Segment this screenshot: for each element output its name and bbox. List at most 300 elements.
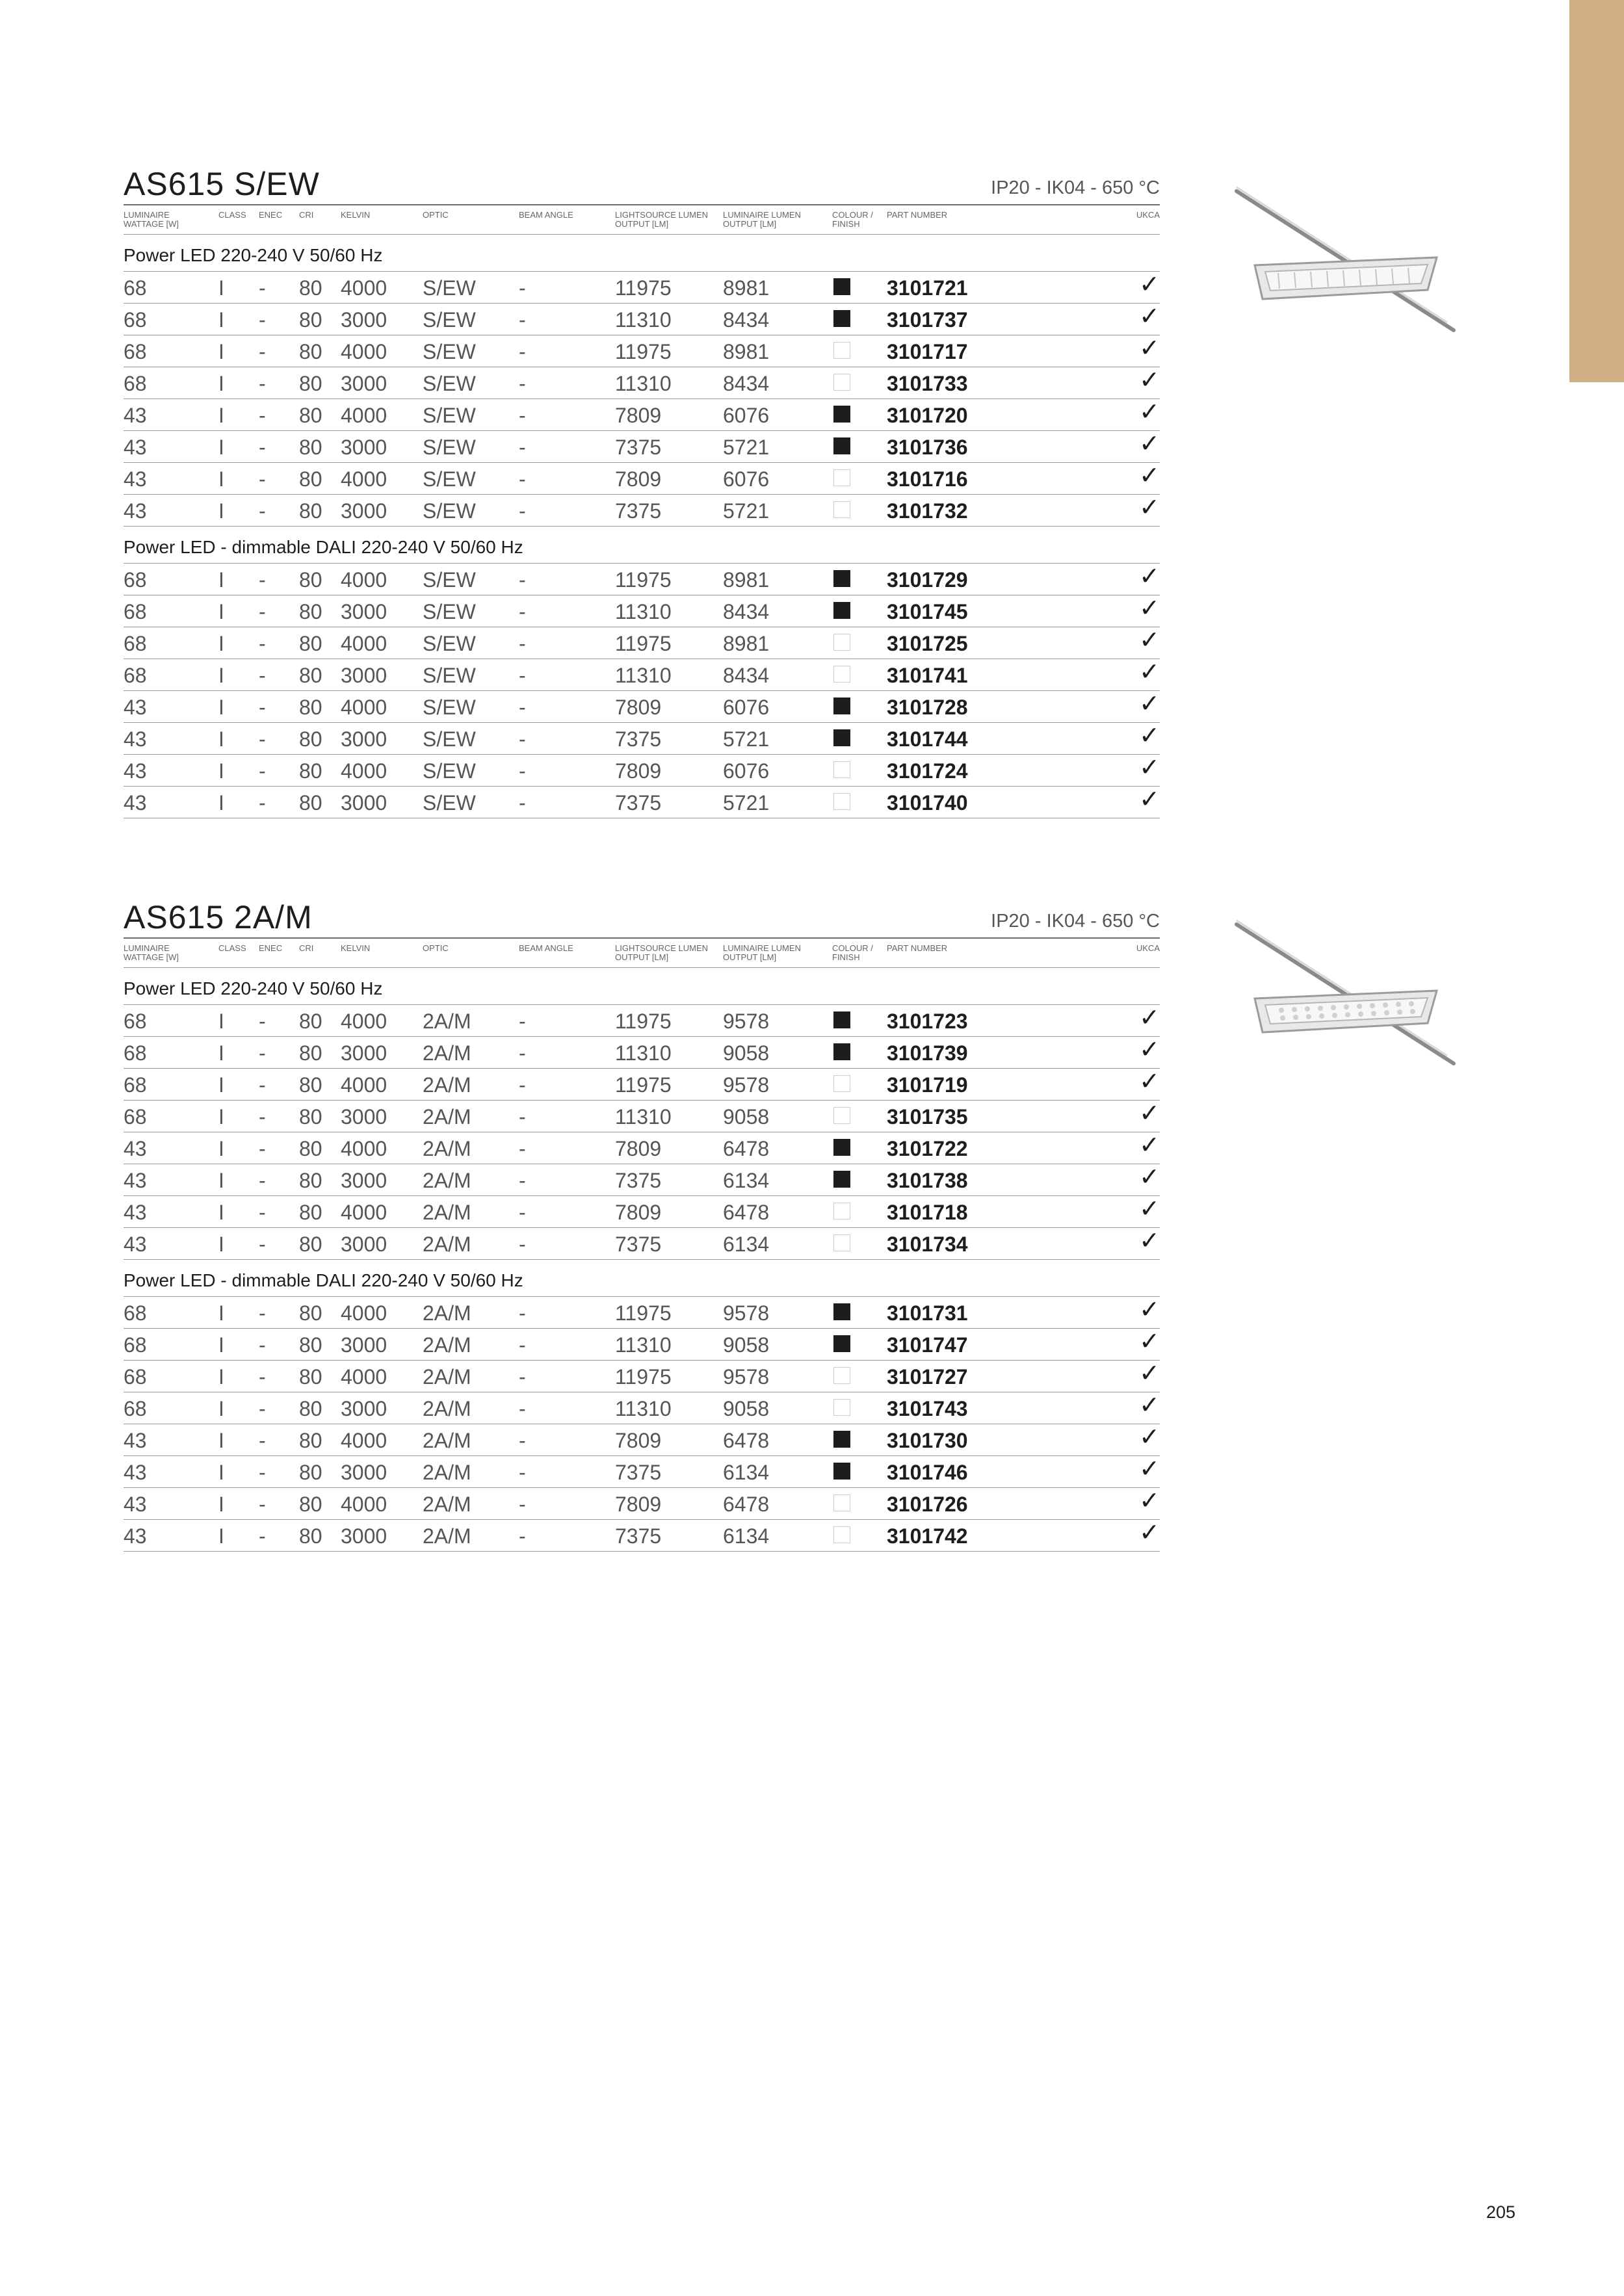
column-header: KELVIN (341, 210, 371, 220)
table-header (124, 939, 1160, 968)
cri-cell: 80 (299, 1233, 322, 1256)
column-header: LIGHTSOURCE LUMEN OUTPUT [LM] (615, 943, 709, 962)
finish-swatch-black (833, 698, 850, 714)
beam-angle-cell: - (519, 1233, 526, 1256)
finish-swatch-black (833, 602, 850, 619)
lightsource-lumen-cell: 7375 (615, 791, 662, 815)
ukca-check-icon: ✓ (1139, 462, 1160, 489)
kelvin-cell: 3000 (341, 1397, 387, 1420)
luminaire-lumen-cell: 5721 (723, 791, 770, 815)
optic-cell: S/EW (423, 632, 476, 655)
wattage-cell: 43 (124, 1201, 147, 1224)
part-number: 3101747 (887, 1333, 968, 1357)
column-header: LUMINAIRE LUMEN OUTPUT [LM] (723, 943, 801, 962)
enec-cell: - (259, 1073, 266, 1097)
class-cell: I (218, 1333, 224, 1357)
cri-cell: 80 (299, 1301, 322, 1325)
class-cell: I (218, 1137, 224, 1160)
cri-cell: 80 (299, 632, 322, 655)
wattage-cell: 68 (124, 568, 147, 592)
wattage-cell: 68 (124, 340, 147, 363)
optic-cell: S/EW (423, 467, 476, 491)
lightsource-lumen-cell: 7809 (615, 404, 662, 427)
optic-cell: S/EW (423, 600, 476, 623)
column-header: LUMINAIRE WATTAGE [W] (124, 943, 179, 962)
enec-cell: - (259, 499, 266, 523)
section-title: AS615 S/EW (124, 166, 320, 202)
luminaire-lumen-cell: 8981 (723, 276, 770, 300)
finish-swatch-white (833, 1203, 850, 1220)
optic-cell: 2A/M (423, 1461, 471, 1484)
table-row (124, 1488, 1160, 1520)
luminaire-lumen-cell: 6478 (723, 1493, 770, 1516)
enec-cell: - (259, 372, 266, 395)
enec-cell: - (259, 664, 266, 687)
lightsource-lumen-cell: 11310 (615, 372, 672, 395)
cri-cell: 80 (299, 1461, 322, 1484)
page-tab-accent (1569, 0, 1624, 382)
luminaire-lumen-cell: 9058 (723, 1333, 770, 1357)
optic-cell: S/EW (423, 727, 476, 751)
part-number: 3101739 (887, 1041, 968, 1065)
finish-swatch-black (833, 406, 850, 423)
enec-cell: - (259, 1333, 266, 1357)
part-number: 3101721 (887, 276, 968, 300)
lightsource-lumen-cell: 7809 (615, 759, 662, 783)
kelvin-cell: 3000 (341, 1169, 387, 1192)
wattage-cell: 43 (124, 467, 147, 491)
cri-cell: 80 (299, 791, 322, 815)
ukca-check-icon: ✓ (1139, 1132, 1160, 1159)
ukca-check-icon: ✓ (1139, 1519, 1160, 1546)
class-cell: I (218, 499, 224, 523)
table-row (124, 723, 1160, 755)
optic-cell: 2A/M (423, 1397, 471, 1420)
optic-cell: 2A/M (423, 1524, 471, 1548)
wattage-cell: 43 (124, 1493, 147, 1516)
part-number: 3101738 (887, 1169, 968, 1192)
lightsource-lumen-cell: 11975 (615, 632, 672, 655)
beam-angle-cell: - (519, 404, 526, 427)
product-section-as615-sew (124, 168, 1160, 818)
kelvin-cell: 4000 (341, 759, 387, 783)
optic-cell: S/EW (423, 404, 476, 427)
finish-swatch-black (833, 570, 850, 587)
beam-angle-cell: - (519, 1524, 526, 1548)
finish-swatch-black (833, 1043, 850, 1060)
table-row (124, 399, 1160, 431)
kelvin-cell: 4000 (341, 1010, 387, 1033)
luminaire-product-image-1 (1233, 179, 1460, 342)
wattage-cell: 43 (124, 436, 147, 459)
cri-cell: 80 (299, 340, 322, 363)
wattage-cell: 68 (124, 1333, 147, 1357)
wattage-cell: 68 (124, 372, 147, 395)
luminaire-product-image-2 (1233, 913, 1460, 1075)
table-row (124, 1520, 1160, 1552)
class-cell: I (218, 1233, 224, 1256)
luminaire-lumen-cell: 6134 (723, 1461, 770, 1484)
optic-cell: 2A/M (423, 1301, 471, 1325)
optic-cell: 2A/M (423, 1137, 471, 1160)
cri-cell: 80 (299, 1429, 322, 1452)
cri-cell: 80 (299, 308, 322, 332)
optic-cell: S/EW (423, 372, 476, 395)
optic-cell: S/EW (423, 759, 476, 783)
optic-cell: 2A/M (423, 1010, 471, 1033)
finish-swatch-white (833, 1107, 850, 1124)
beam-angle-cell: - (519, 308, 526, 332)
ukca-check-icon: ✓ (1139, 367, 1160, 394)
part-number: 3101729 (887, 568, 968, 592)
optic-cell: S/EW (423, 568, 476, 592)
optic-cell: 2A/M (423, 1041, 471, 1065)
optic-cell: 2A/M (423, 1493, 471, 1516)
table-row (124, 595, 1160, 627)
kelvin-cell: 4000 (341, 1137, 387, 1160)
enec-cell: - (259, 1137, 266, 1160)
lightsource-lumen-cell: 11310 (615, 664, 672, 687)
class-cell: I (218, 1524, 224, 1548)
enec-cell: - (259, 1461, 266, 1484)
lightsource-lumen-cell: 7375 (615, 499, 662, 523)
beam-angle-cell: - (519, 600, 526, 623)
cri-cell: 80 (299, 1397, 322, 1420)
cri-cell: 80 (299, 1041, 322, 1065)
wattage-cell: 43 (124, 727, 147, 751)
lightsource-lumen-cell: 11975 (615, 568, 672, 592)
part-number: 3101722 (887, 1137, 968, 1160)
page-number: 205 (1486, 2202, 1516, 2222)
enec-cell: - (259, 467, 266, 491)
column-header: BEAM ANGLE (519, 943, 573, 953)
lightsource-lumen-cell: 7809 (615, 467, 662, 491)
finish-swatch-black (833, 310, 850, 327)
lightsource-lumen-cell: 7809 (615, 1201, 662, 1224)
column-header: UKCA (1136, 943, 1160, 953)
group-heading (124, 527, 1160, 564)
ukca-check-icon: ✓ (1139, 1487, 1160, 1515)
table-row (124, 691, 1160, 723)
column-header: PART NUMBER (887, 210, 948, 220)
class-cell: I (218, 632, 224, 655)
class-cell: I (218, 664, 224, 687)
wattage-cell: 43 (124, 1461, 147, 1484)
part-number: 3101719 (887, 1073, 968, 1097)
optic-cell: 2A/M (423, 1169, 471, 1192)
finish-swatch-black (833, 1463, 850, 1480)
table-row (124, 1132, 1160, 1164)
cri-cell: 80 (299, 1524, 322, 1548)
optic-cell: S/EW (423, 499, 476, 523)
luminaire-lumen-cell: 8981 (723, 568, 770, 592)
enec-cell: - (259, 1429, 266, 1452)
class-cell: I (218, 791, 224, 815)
column-header: OPTIC (423, 210, 449, 220)
part-number: 3101730 (887, 1429, 968, 1452)
enec-cell: - (259, 1105, 266, 1128)
cri-cell: 80 (299, 1493, 322, 1516)
ukca-check-icon: ✓ (1139, 335, 1160, 362)
optic-cell: S/EW (423, 436, 476, 459)
finish-swatch-black (833, 1303, 850, 1320)
lightsource-lumen-cell: 7375 (615, 727, 662, 751)
enec-cell: - (259, 436, 266, 459)
part-number: 3101740 (887, 791, 968, 815)
wattage-cell: 43 (124, 696, 147, 719)
optic-cell: 2A/M (423, 1073, 471, 1097)
table-row (124, 1101, 1160, 1132)
luminaire-lumen-cell: 6076 (723, 467, 770, 491)
part-number: 3101725 (887, 632, 968, 655)
ukca-check-icon: ✓ (1139, 754, 1160, 781)
beam-angle-cell: - (519, 664, 526, 687)
wattage-cell: 68 (124, 1041, 147, 1065)
table-row (124, 272, 1160, 304)
finish-swatch-white (833, 1075, 850, 1092)
optic-cell: S/EW (423, 791, 476, 815)
beam-angle-cell: - (519, 1137, 526, 1160)
part-number: 3101731 (887, 1301, 968, 1325)
luminaire-lumen-cell: 5721 (723, 727, 770, 751)
kelvin-cell: 3000 (341, 499, 387, 523)
wattage-cell: 68 (124, 632, 147, 655)
finish-swatch-white (833, 793, 850, 810)
table-row (124, 335, 1160, 367)
finish-swatch-white (833, 1494, 850, 1511)
lightsource-lumen-cell: 7809 (615, 1429, 662, 1452)
enec-cell: - (259, 1010, 266, 1033)
beam-angle-cell: - (519, 568, 526, 592)
ukca-check-icon: ✓ (1139, 398, 1160, 426)
cri-cell: 80 (299, 568, 322, 592)
enec-cell: - (259, 308, 266, 332)
luminaire-lumen-cell: 6478 (723, 1429, 770, 1452)
part-number: 3101717 (887, 340, 968, 363)
group-label: Power LED - dimmable DALI 220-240 V 50/60 Hz (124, 537, 523, 557)
kelvin-cell: 3000 (341, 308, 387, 332)
ukca-check-icon: ✓ (1139, 303, 1160, 330)
column-header: PART NUMBER (887, 943, 948, 953)
column-header: UKCA (1136, 210, 1160, 220)
finish-swatch-black (833, 1431, 850, 1448)
beam-angle-cell: - (519, 467, 526, 491)
kelvin-cell: 4000 (341, 632, 387, 655)
ukca-check-icon: ✓ (1139, 271, 1160, 298)
lightsource-lumen-cell: 11310 (615, 1105, 672, 1128)
ukca-check-icon: ✓ (1139, 1195, 1160, 1223)
part-number: 3101743 (887, 1397, 968, 1420)
lightsource-lumen-cell: 7809 (615, 1493, 662, 1516)
part-number: 3101736 (887, 436, 968, 459)
kelvin-cell: 3000 (341, 1233, 387, 1256)
luminaire-lumen-cell: 5721 (723, 499, 770, 523)
kelvin-cell: 3000 (341, 1333, 387, 1357)
enec-cell: - (259, 1397, 266, 1420)
ukca-check-icon: ✓ (1139, 1328, 1160, 1355)
table-row (124, 431, 1160, 463)
ukca-check-icon: ✓ (1139, 1360, 1160, 1387)
enec-cell: - (259, 759, 266, 783)
optic-cell: 2A/M (423, 1333, 471, 1357)
kelvin-cell: 4000 (341, 276, 387, 300)
group-heading (124, 235, 1160, 272)
kelvin-cell: 3000 (341, 664, 387, 687)
lightsource-lumen-cell: 7375 (615, 1524, 662, 1548)
luminaire-lumen-cell: 8434 (723, 600, 770, 623)
ukca-check-icon: ✓ (1139, 1424, 1160, 1451)
enec-cell: - (259, 1201, 266, 1224)
class-cell: I (218, 1461, 224, 1484)
part-number: 3101734 (887, 1233, 968, 1256)
ukca-check-icon: ✓ (1139, 1392, 1160, 1419)
optic-cell: S/EW (423, 340, 476, 363)
finish-swatch-white (833, 1367, 850, 1384)
table-row (124, 1005, 1160, 1037)
finish-swatch-black (833, 278, 850, 295)
section-title-row (124, 168, 1160, 205)
beam-angle-cell: - (519, 1041, 526, 1065)
lightsource-lumen-cell: 7809 (615, 696, 662, 719)
lightsource-lumen-cell: 7809 (615, 1137, 662, 1160)
finish-swatch-white (833, 1526, 850, 1543)
cri-cell: 80 (299, 1137, 322, 1160)
table-row (124, 1164, 1160, 1196)
ukca-check-icon: ✓ (1139, 430, 1160, 458)
column-header: ENEC (259, 943, 283, 953)
luminaire-lumen-cell: 6076 (723, 404, 770, 427)
wattage-cell: 68 (124, 1105, 147, 1128)
kelvin-cell: 4000 (341, 1493, 387, 1516)
class-cell: I (218, 1201, 224, 1224)
finish-swatch-black (833, 1335, 850, 1352)
luminaire-lumen-cell: 9058 (723, 1105, 770, 1128)
beam-angle-cell: - (519, 1105, 526, 1128)
kelvin-cell: 4000 (341, 1301, 387, 1325)
ukca-check-icon: ✓ (1139, 659, 1160, 686)
class-cell: I (218, 1301, 224, 1325)
ip-rating: IP20 - IK04 - 650 °C (991, 177, 1160, 198)
optic-cell: 2A/M (423, 1365, 471, 1389)
luminaire-lumen-cell: 6134 (723, 1524, 770, 1548)
ukca-check-icon: ✓ (1139, 1100, 1160, 1127)
class-cell: I (218, 727, 224, 751)
part-number: 3101733 (887, 372, 968, 395)
class-cell: I (218, 467, 224, 491)
kelvin-cell: 4000 (341, 1073, 387, 1097)
luminaire-lumen-cell: 8434 (723, 372, 770, 395)
beam-angle-cell: - (519, 276, 526, 300)
luminaire-lumen-cell: 9578 (723, 1365, 770, 1389)
beam-angle-cell: - (519, 340, 526, 363)
wattage-cell: 43 (124, 1233, 147, 1256)
finish-swatch-white (833, 666, 850, 683)
kelvin-cell: 3000 (341, 791, 387, 815)
class-cell: I (218, 1397, 224, 1420)
class-cell: I (218, 600, 224, 623)
part-number: 3101746 (887, 1461, 968, 1484)
optic-cell: 2A/M (423, 1429, 471, 1452)
kelvin-cell: 3000 (341, 1524, 387, 1548)
beam-angle-cell: - (519, 499, 526, 523)
cri-cell: 80 (299, 404, 322, 427)
kelvin-cell: 4000 (341, 1201, 387, 1224)
wattage-cell: 68 (124, 664, 147, 687)
cri-cell: 80 (299, 696, 322, 719)
wattage-cell: 43 (124, 1429, 147, 1452)
kelvin-cell: 3000 (341, 727, 387, 751)
beam-angle-cell: - (519, 372, 526, 395)
group-label: Power LED 220-240 V 50/60 Hz (124, 245, 383, 265)
cri-cell: 80 (299, 467, 322, 491)
optic-cell: 2A/M (423, 1105, 471, 1128)
part-number: 3101718 (887, 1201, 968, 1224)
part-number: 3101737 (887, 308, 968, 332)
kelvin-cell: 4000 (341, 404, 387, 427)
product-section-as615-2am (124, 901, 1160, 1552)
wattage-cell: 68 (124, 1073, 147, 1097)
class-cell: I (218, 1169, 224, 1192)
cri-cell: 80 (299, 1010, 322, 1033)
class-cell: I (218, 340, 224, 363)
finish-swatch-white (833, 1234, 850, 1251)
kelvin-cell: 3000 (341, 1041, 387, 1065)
class-cell: I (218, 1073, 224, 1097)
table-row (124, 495, 1160, 527)
wattage-cell: 68 (124, 1397, 147, 1420)
wattage-cell: 43 (124, 1169, 147, 1192)
cri-cell: 80 (299, 499, 322, 523)
enec-cell: - (259, 600, 266, 623)
part-number: 3101716 (887, 467, 968, 491)
column-header: CRI (299, 210, 314, 220)
table-row (124, 755, 1160, 787)
luminaire-lumen-cell: 9578 (723, 1010, 770, 1033)
cri-cell: 80 (299, 1365, 322, 1389)
column-header: LUMINAIRE WATTAGE [W] (124, 210, 179, 229)
group-label: Power LED 220-240 V 50/60 Hz (124, 978, 383, 998)
table-row (124, 1069, 1160, 1101)
lightsource-lumen-cell: 11975 (615, 340, 672, 363)
wattage-cell: 68 (124, 276, 147, 300)
ukca-check-icon: ✓ (1139, 1004, 1160, 1032)
ip-rating: IP20 - IK04 - 650 °C (991, 911, 1160, 932)
kelvin-cell: 3000 (341, 1461, 387, 1484)
enec-cell: - (259, 568, 266, 592)
class-cell: I (218, 568, 224, 592)
kelvin-cell: 4000 (341, 1365, 387, 1389)
column-header: COLOUR / FINISH (832, 210, 873, 229)
finish-swatch-black (833, 1171, 850, 1188)
part-number: 3101745 (887, 600, 968, 623)
beam-angle-cell: - (519, 1169, 526, 1192)
finish-swatch-white (833, 634, 850, 651)
ukca-check-icon: ✓ (1139, 722, 1160, 750)
kelvin-cell: 3000 (341, 600, 387, 623)
enec-cell: - (259, 404, 266, 427)
table-row (124, 659, 1160, 691)
column-header: COLOUR / FINISH (832, 943, 873, 962)
ukca-check-icon: ✓ (1139, 1227, 1160, 1255)
kelvin-cell: 4000 (341, 696, 387, 719)
lightsource-lumen-cell: 11310 (615, 308, 672, 332)
finish-swatch-black (833, 1011, 850, 1028)
lightsource-lumen-cell: 7375 (615, 436, 662, 459)
part-number: 3101742 (887, 1524, 968, 1548)
class-cell: I (218, 308, 224, 332)
beam-angle-cell: - (519, 1461, 526, 1484)
kelvin-cell: 4000 (341, 1429, 387, 1452)
